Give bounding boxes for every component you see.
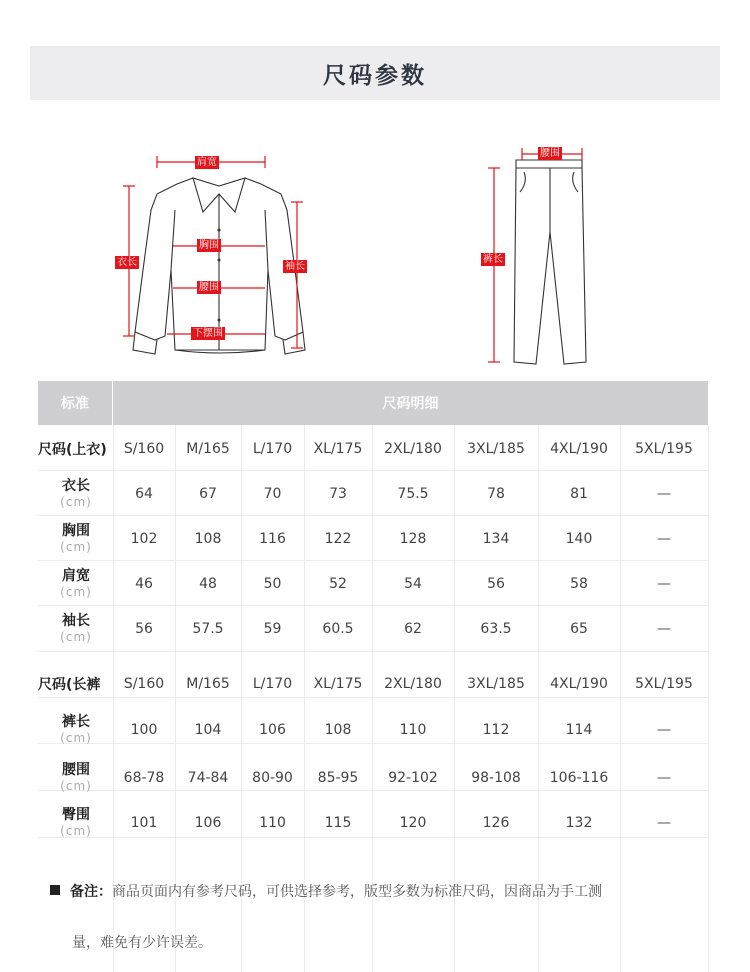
- table-row: [38, 472, 708, 515]
- page-title: 尺码参数: [323, 62, 427, 89]
- square-bullet-icon: [50, 885, 60, 895]
- pants-length-tag: 裤长: [483, 254, 503, 265]
- value-cell: 52: [329, 575, 347, 592]
- size-cell: S/160: [123, 441, 165, 457]
- value-cell: 50: [263, 575, 282, 592]
- value-cell: 85-95: [317, 770, 359, 786]
- note: [50, 882, 710, 902]
- value-cell: 101: [130, 815, 158, 831]
- value-cell: 108: [194, 530, 222, 547]
- pants-size-row: [38, 663, 708, 705]
- size-cell: XL/175: [313, 676, 363, 692]
- value-cell: 81: [570, 485, 588, 502]
- size-cell: L/170: [252, 441, 293, 457]
- value-cell: —: [657, 530, 671, 547]
- value-cell: 134: [482, 530, 510, 547]
- value-cell: 63.5: [480, 620, 512, 637]
- value-cell: 75.5: [397, 485, 429, 502]
- value-cell: 80-90: [252, 770, 293, 786]
- value-cell: 70: [263, 485, 282, 502]
- value-cell: 56: [487, 575, 505, 592]
- size-cell: 3XL/185: [467, 441, 525, 457]
- value-cell: 108: [324, 722, 352, 738]
- length-tag: 衣长: [117, 257, 137, 268]
- value-cell: —: [657, 620, 671, 637]
- value-cell: 73: [329, 485, 347, 502]
- value-cell: 115: [324, 815, 352, 831]
- value-cell: 126: [482, 815, 510, 831]
- row-label: 腰围 (cm): [60, 762, 92, 793]
- size-cell: 2XL/180: [384, 676, 442, 692]
- value-cell: 78: [487, 485, 505, 502]
- row-label: 肩宽 (cm): [60, 567, 92, 599]
- value-cell: 106-116: [549, 770, 609, 786]
- sleeve-tag: 袖长: [285, 261, 305, 272]
- size-cell: M/165: [186, 676, 230, 692]
- table-row: [38, 517, 708, 560]
- size-cell: 2XL/180: [384, 441, 442, 457]
- value-cell: 106: [194, 815, 222, 831]
- value-cell: 98-108: [471, 770, 521, 786]
- value-cell: 92-102: [388, 770, 438, 786]
- pants-section-label: 尺码(长裤: [38, 677, 101, 693]
- std-header: 标准: [38, 381, 112, 425]
- value-cell: 68-78: [123, 770, 165, 786]
- table-row: [38, 562, 708, 605]
- size-cell: XL/175: [313, 441, 363, 457]
- note-line1: 商品页面内有参考尺码，可供选择参考，版型多数为标准尺码，因商品为手工测: [112, 884, 602, 900]
- value-cell: 65: [570, 620, 588, 637]
- note-line2: 量，难免有少许误差。: [72, 935, 212, 951]
- title-bar: [30, 46, 720, 100]
- value-cell: 59: [263, 620, 282, 637]
- value-cell: 116: [259, 530, 286, 547]
- row-label: 裤长 (cm): [60, 714, 92, 745]
- value-cell: 60.5: [322, 620, 354, 637]
- size-cell: 4XL/190: [550, 441, 608, 457]
- value-cell: 100: [130, 722, 158, 738]
- hem-tag: 下摆围: [193, 328, 223, 339]
- value-cell: 58: [570, 575, 588, 592]
- size-cell: 3XL/185: [467, 676, 525, 692]
- row-label: 臀围 (cm): [60, 807, 92, 838]
- value-cell: 64: [135, 485, 153, 502]
- value-cell: —: [657, 770, 671, 786]
- value-cell: 48: [199, 575, 217, 592]
- value-cell: 104: [194, 722, 222, 738]
- size-cell: L/170: [252, 676, 293, 692]
- value-cell: 57.5: [192, 620, 224, 637]
- value-cell: 114: [565, 722, 593, 738]
- value-cell: 46: [135, 575, 153, 592]
- value-cell: 110: [259, 815, 286, 831]
- row-label: 衣长 (cm): [60, 477, 92, 509]
- value-cell: 122: [324, 530, 352, 547]
- value-cell: 120: [399, 815, 427, 831]
- size-cell: 4XL/190: [550, 676, 608, 692]
- table-row: [38, 607, 708, 650]
- value-cell: —: [657, 575, 671, 592]
- chest-tag: 胸围: [199, 240, 219, 251]
- shoulder-tag: 肩宽: [197, 157, 217, 168]
- top-section-label: 尺码(上衣): [38, 442, 107, 458]
- value-cell: 106: [259, 722, 286, 738]
- row-label: 胸围 (cm): [60, 522, 92, 554]
- table-header: [38, 381, 708, 425]
- value-cell: 128: [399, 530, 427, 547]
- value-cell: 132: [565, 815, 593, 831]
- table-row: [38, 798, 708, 848]
- value-cell: —: [657, 815, 671, 831]
- size-cell: 5XL/195: [635, 676, 693, 692]
- value-cell: 102: [130, 530, 158, 547]
- value-cell: —: [657, 722, 671, 738]
- top-size-row: [38, 428, 708, 470]
- value-cell: 62: [404, 620, 422, 637]
- size-cell: S/160: [123, 676, 165, 692]
- shirt-diagram: [105, 150, 335, 360]
- note-title: 备注：: [70, 884, 112, 900]
- pants-diagram: [478, 142, 608, 368]
- row-label: 袖长 (cm): [60, 612, 92, 644]
- value-cell: 74-84: [187, 770, 229, 786]
- value-cell: 54: [404, 575, 422, 592]
- value-cell: 112: [482, 722, 510, 738]
- waist-tag: 腰围: [199, 282, 219, 293]
- table-row: [38, 705, 708, 755]
- pants-waist-tag: 腰围: [540, 148, 560, 159]
- size-cell: M/165: [186, 441, 230, 457]
- value-cell: 140: [565, 530, 593, 547]
- table-row: [38, 753, 708, 803]
- value-cell: —: [657, 485, 671, 502]
- value-cell: 56: [135, 620, 153, 637]
- value-cell: 67: [199, 485, 217, 502]
- value-cell: 110: [399, 722, 427, 738]
- size-cell: 5XL/195: [635, 441, 693, 457]
- detail-header: 尺码明细: [113, 381, 708, 425]
